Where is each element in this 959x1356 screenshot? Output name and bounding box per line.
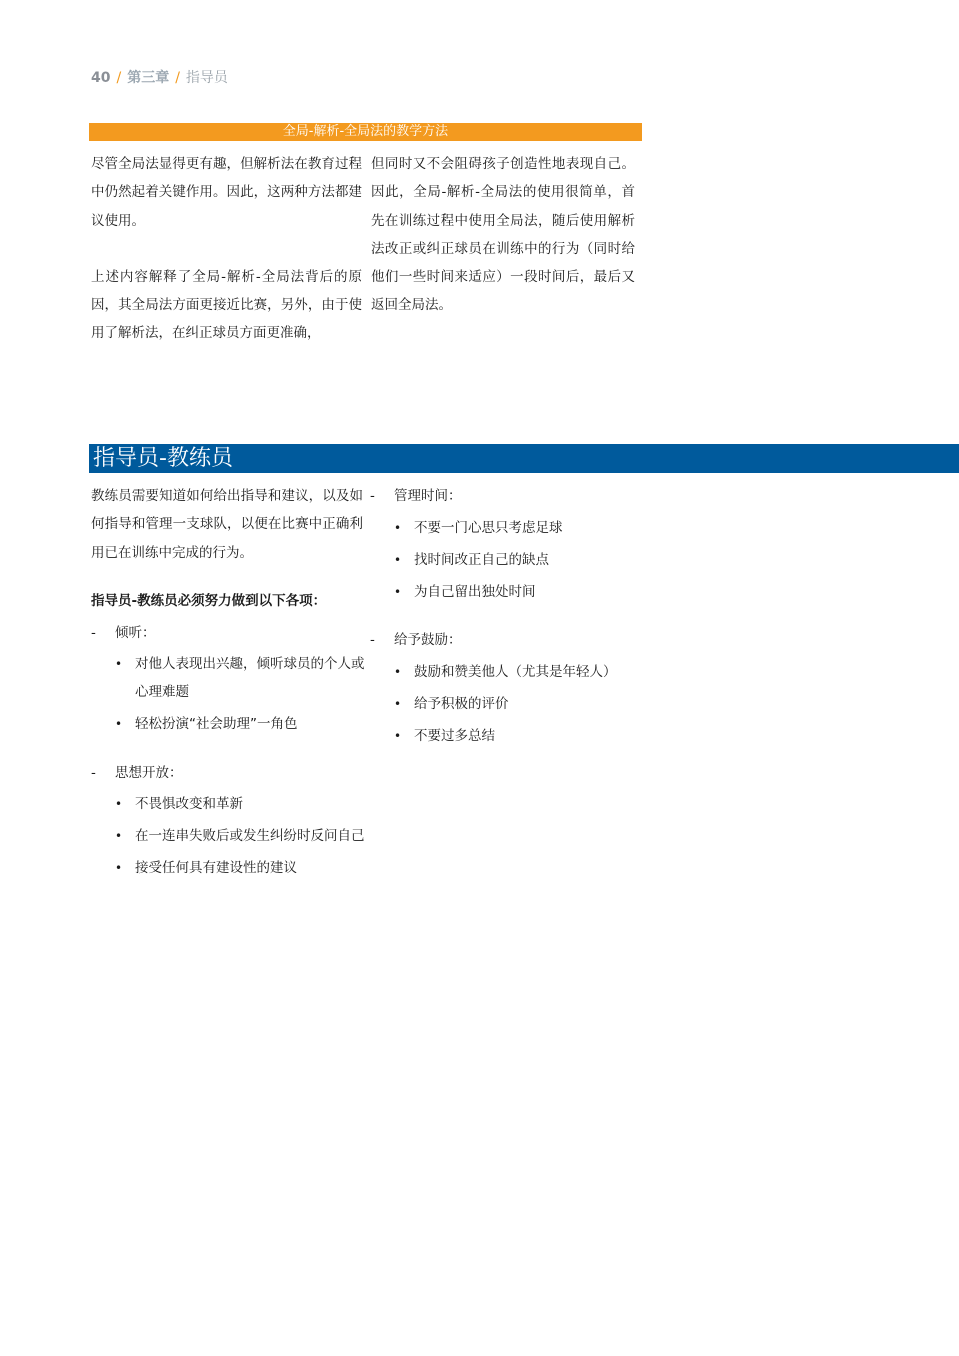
box-left-column: [91, 150, 362, 348]
section-title: 指导员-教练员: [89, 444, 959, 473]
bullet-marker: •: [394, 665, 402, 679]
list-item-text: 对他人表现出兴趣，倾听球员的个人或心理难题: [135, 656, 365, 700]
list-item: [394, 514, 654, 542]
bullet-marker: •: [115, 861, 123, 875]
list-item-text: 鼓励和赞美他人（尤其是年轻人）: [414, 664, 617, 680]
list-item-text: 为自己留出独处时间: [414, 584, 536, 600]
group-label-text: 倾听：: [115, 625, 156, 641]
list-item-text: 在一连串失败后或发生纠纷时反问自己: [135, 828, 365, 844]
list-item-text: 接受任何具有建设性的建议: [135, 860, 297, 876]
bullet-marker: •: [115, 829, 123, 843]
list-item: [115, 822, 365, 850]
list-item: [115, 650, 365, 706]
section-label: 指导员: [185, 70, 228, 86]
list-item: [394, 722, 654, 750]
dash-marker: -: [91, 765, 96, 781]
group-label-text: 给予鼓励：: [394, 632, 462, 648]
must-do-heading: 指导员-教练员必须努力做到以下各项：: [91, 593, 327, 609]
page-number: 40: [91, 70, 111, 86]
list-item-text: 找时间改正自己的缺点: [414, 552, 549, 568]
list-item-text: 不畏惧改变和革新: [135, 796, 243, 812]
box-paragraph: 尽管全局法显得更有趣，但解析法在教育过程中仍然起着关键作用。因此，这两种方法都建议使用。: [91, 156, 362, 229]
bullet-marker: •: [394, 729, 402, 743]
group-label: [91, 763, 183, 783]
header-separator: /: [175, 70, 180, 86]
box-paragraph: 上述内容解释了全局-解析-全局法背后的原因，其全局法方面更接近比赛，另外，由于使用了解析法，在纠正球员方面更准确，: [91, 268, 362, 342]
box-title: 全局-解析-全局法的教学方法: [89, 123, 642, 141]
box-paragraph: 但同时又不会阻碍孩子创造性地表现自己。因此，全局-解析-全局法的使用很简单，首先在训练过程中使用全局法，随后使用解析法改正或纠正球员在训练中的行为（同时给他们一些时间来适应）一段时间后，最后又返回全局法。: [371, 156, 635, 314]
bullet-list: [394, 658, 654, 750]
group-label: [370, 486, 462, 506]
chapter-label: 第三章: [127, 70, 170, 86]
list-item: [115, 790, 365, 818]
list-item: [115, 854, 365, 882]
group-label: [91, 623, 156, 643]
bullet-marker: •: [394, 697, 402, 711]
list-item-text: 轻松扮演“社会助理”一角色: [135, 716, 298, 732]
list-item-text: 不要过多总结: [414, 728, 495, 744]
bullet-marker: •: [115, 657, 123, 671]
box-right-column: [371, 150, 635, 320]
list-item: [394, 690, 654, 718]
dash-marker: -: [370, 632, 375, 648]
group-label: [370, 630, 462, 650]
list-item-text: 不要一门心思只考虑足球: [414, 520, 563, 536]
bullet-list: [115, 650, 365, 738]
bullet-list: [115, 790, 365, 882]
bullet-marker: •: [394, 521, 402, 535]
dash-marker: -: [370, 488, 375, 504]
list-item: [115, 710, 365, 738]
list-item: [394, 658, 654, 686]
group-label-text: 管理时间：: [394, 488, 462, 504]
bullet-marker: •: [115, 797, 123, 811]
bullet-marker: •: [394, 585, 402, 599]
bullet-list: [394, 514, 654, 606]
running-header: [91, 67, 228, 87]
list-item: [394, 578, 654, 606]
dash-marker: -: [91, 625, 96, 641]
list-item-text: 给予积极的评价: [414, 696, 509, 712]
header-separator: /: [116, 70, 122, 86]
list-item: [394, 546, 654, 574]
group-label-text: 思想开放：: [115, 765, 183, 781]
section-left-column: [91, 482, 363, 567]
bullet-marker: •: [394, 553, 402, 567]
bullet-marker: •: [115, 717, 123, 731]
section-intro: 教练员需要知道如何给出指导和建议，以及如何指导和管理一支球队，以便在比赛中正确利用已在训练中完成的行为。: [91, 488, 363, 561]
